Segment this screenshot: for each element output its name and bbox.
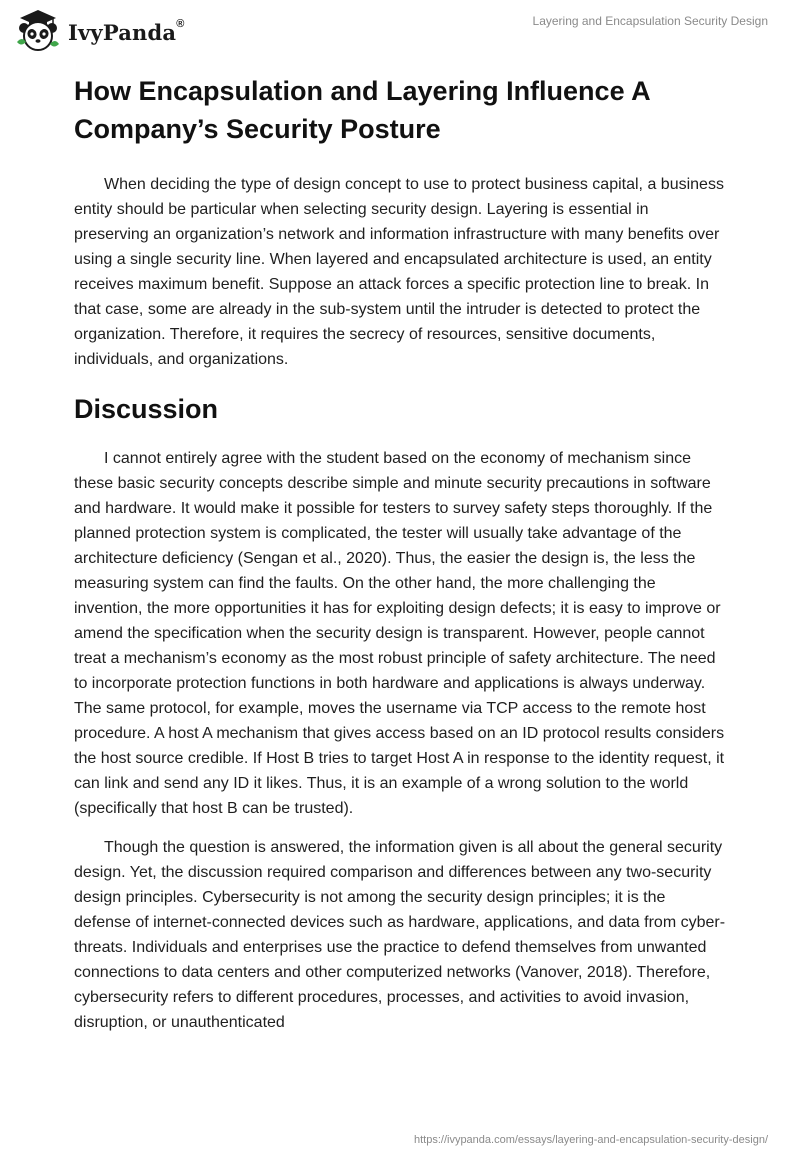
article-body: [74, 72, 726, 1035]
page-title: How Encapsulation and Layering Influence A Company’s Security Posture: [74, 76, 650, 144]
header-doc-title: Layering and Encapsulation Security Design: [532, 14, 768, 28]
brand-name[interactable]: IvyPanda®: [68, 18, 185, 45]
panda-logo-icon[interactable]: [14, 6, 62, 54]
page-header: [0, 0, 800, 56]
registered-mark: ®: [176, 18, 185, 30]
discussion-paragraph-1: I cannot entirely agree with the student based on the economy of mechanism since these basic security concepts describe simple and minute security precautions in software and hardware. It would make it possible for testers to survey safety steps thoroughly. If the planned protection system is complicated, the tester will usually take advantage of the architecture deficiency (Sengan et al., 2020). Thus, the easier the design is, the less the measuring system can find the faults. On the other hand, the more challenging the invention, the more opportunities it has for exploiting design defects; it is easy to improve or amend the specification when the security design is transparent. However, people cannot treat a mechanism’s economy as the most robust principle of safety architecture. The need to incorporate protection functions in both hardware and applications is always underway. The same protocol, for example, moves the username via TCP access to the remote host procedure. A host A mechanism that gives access based on an ID protocol results considers the host source credible. If Host B tries to target Host A in response to the identity request, it can link and send any ID it likes. Thus, it is an example of a wrong solution to the world (specifically that host B can be trusted).: [74, 450, 725, 817]
discussion-heading: Discussion: [74, 394, 219, 424]
intro-paragraph: When deciding the type of design concept to use to protect business capital, a business entity should be particular when selecting security design. Layering is essential in preserving an organization’s network and information infrastructure with many benefits over using a single security line. When layered and encapsulated architecture is used, an entity receives maximum benefit. Suppose an attack forces a specific protection line to break. In that case, some are already in the sub-system until the intruder is detected to protect the organization. Therefore, it requires the secrecy of resources, sensitive documents, individuals, and organizations.: [74, 176, 724, 368]
footer-source-url[interactable]: https://ivypanda.com/essays/layering-and-encapsulation-security-design/: [413, 1134, 768, 1146]
discussion-paragraph-2: Though the question is answered, the information given is all about the general security design. Yet, the discussion required comparison and differences between any two-security design principles. Cybersecurity is not among the security design principles; it is the defense of internet-connected devices such as hardware, applications, and data from cyber-threats. Individuals and enterprises use the practice to defend themselves from unwanted connections to data centers and other computerized networks (Vanover, 2018). Therefore, cybersecurity refers to different procedures, processes, and activities to avoid invasion, disruption, or unauthenticated: [74, 839, 726, 1031]
